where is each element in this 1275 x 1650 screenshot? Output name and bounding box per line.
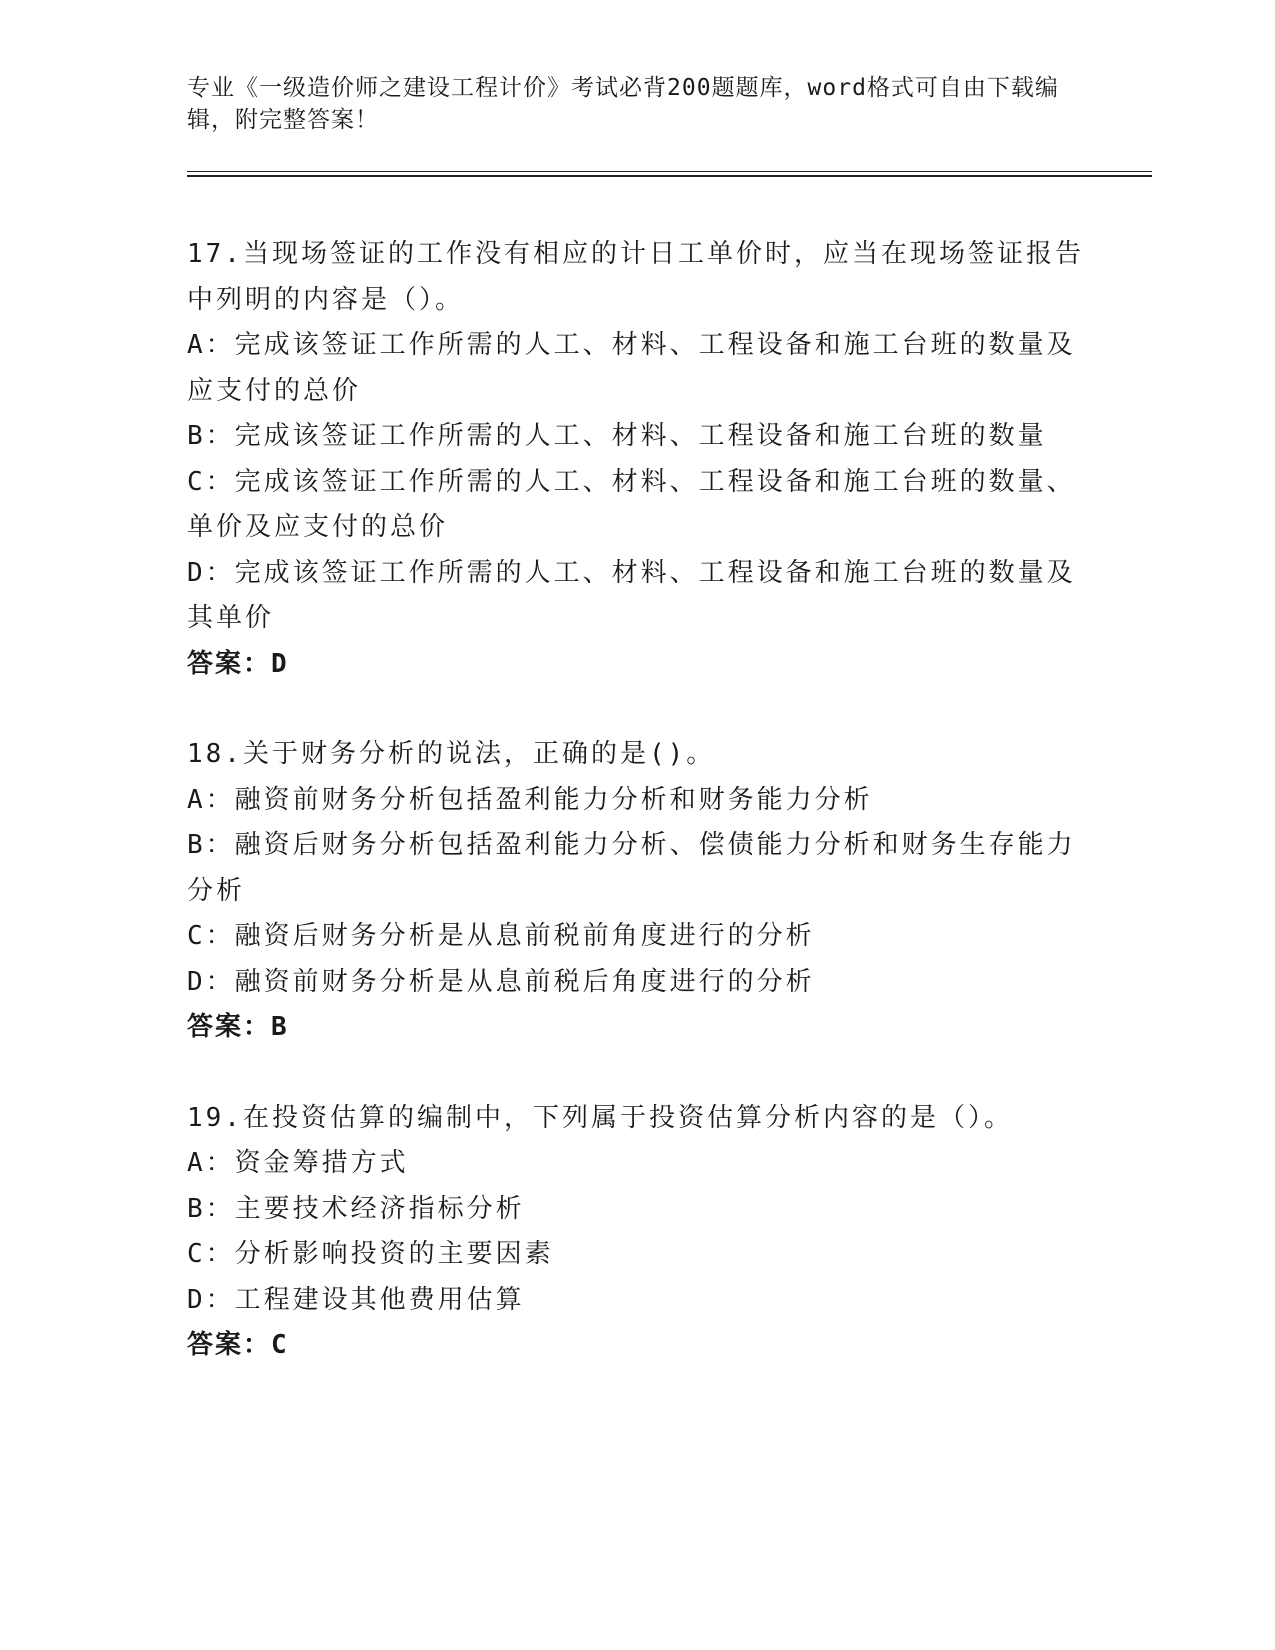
option-b: B：完成该签证工作所需的人工、材料、工程设备和施工台班的数量 [187, 421, 1047, 451]
header-divider-thick [187, 175, 1152, 177]
question-stem: 19.在投资估算的编制中，下列属于投资估算分析内容的是（）。 [187, 1102, 1013, 1133]
option-b: B：融资后财务分析包括盈利能力分析、偿债能力分析和财务生存能力分析 [187, 830, 1076, 906]
option-d: D：工程建设其他费用估算 [187, 1284, 525, 1315]
question-17 [187, 232, 1087, 687]
question-stem: 17.当现场签证的工作没有相应的计日工单价时，应当在现场签证报告中列明的内容是（）。 [187, 239, 1084, 315]
header-divider-thin [187, 171, 1152, 172]
question-stem: 18.关于财务分析的说法，正确的是()。 [187, 739, 716, 769]
option-d: D：融资前财务分析是从息前税后角度进行的分析 [187, 966, 815, 997]
answer-line: 答案：D [187, 648, 289, 679]
option-b: B：主要技术经济指标分析 [187, 1193, 525, 1224]
option-a: A：完成该签证工作所需的人工、材料、工程设备和施工台班的数量及应支付的总价 [187, 330, 1076, 406]
question-19 [187, 1096, 1087, 1369]
option-d: D：完成该签证工作所需的人工、材料、工程设备和施工台班的数量及其单价 [187, 557, 1076, 633]
option-c: C：分析影响投资的主要因素 [187, 1239, 554, 1269]
document-header-intro: 专业《一级造价师之建设工程计价》考试必背200题题库，word格式可自由下载编辑，附完整答案！ [187, 75, 1059, 133]
answer-line: 答案：B [187, 1012, 289, 1042]
option-c: C：完成该签证工作所需的人工、材料、工程设备和施工台班的数量、单价及应支付的总价 [187, 466, 1076, 542]
option-c: C：融资后财务分析是从息前税前角度进行的分析 [187, 921, 815, 951]
question-list [187, 232, 1087, 1414]
question-18 [187, 732, 1087, 1051]
option-a: A：资金筹措方式 [187, 1148, 409, 1178]
option-a: A：融资前财务分析包括盈利能力分析和财务能力分析 [187, 784, 873, 815]
answer-line: 答案：C [187, 1330, 289, 1360]
